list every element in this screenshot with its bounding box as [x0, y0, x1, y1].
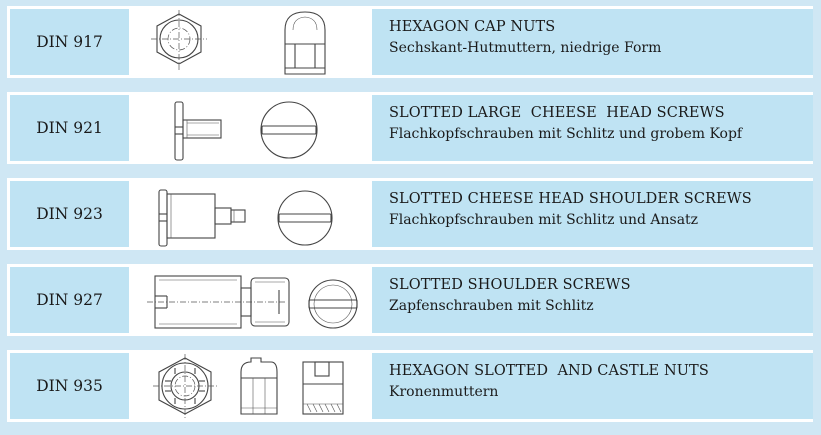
slotted-large-cheese-head-screw-icon [137, 94, 367, 162]
din-code-cell: DIN 921 [10, 95, 129, 161]
slotted-cheese-head-shoulder-screw-icon [137, 180, 367, 248]
table-row [7, 6, 813, 78]
din-code-cell: DIN 923 [10, 181, 129, 247]
item-title: HEXAGON SLOTTED AND CASTLE NUTS [389, 363, 709, 379]
din-code-cell: DIN 917 [10, 9, 129, 75]
table-row [7, 92, 813, 164]
item-subtitle: Sechskant-Hutmuttern, niedrige Form [389, 40, 662, 56]
castle-nut-icon [137, 352, 367, 420]
item-title: HEXAGON CAP NUTS [389, 19, 556, 35]
item-subtitle: Kronenmuttern [389, 384, 499, 400]
hexagon-cap-nut-icon [137, 8, 367, 76]
table-row [7, 350, 813, 422]
item-title: SLOTTED SHOULDER SCREWS [389, 277, 631, 293]
slotted-shoulder-screw-icon [137, 266, 367, 334]
item-subtitle: Flachkopfschrauben mit Schlitz und grobem Kopf [389, 126, 743, 142]
description-cell [372, 9, 813, 75]
description-cell [372, 353, 813, 419]
item-subtitle: Zapfenschrauben mit Schlitz [389, 298, 594, 314]
description-cell [372, 181, 813, 247]
din-code-cell: DIN 927 [10, 267, 129, 333]
description-cell [372, 267, 813, 333]
table-row [7, 264, 813, 336]
item-title: SLOTTED LARGE CHEESE HEAD SCREWS [389, 105, 725, 121]
item-title: SLOTTED CHEESE HEAD SHOULDER SCREWS [389, 191, 752, 207]
table-row [7, 178, 813, 250]
description-cell [372, 95, 813, 161]
item-subtitle: Flachkopfschrauben mit Schlitz und Ansatz [389, 212, 699, 228]
din-code-cell: DIN 935 [10, 353, 129, 419]
